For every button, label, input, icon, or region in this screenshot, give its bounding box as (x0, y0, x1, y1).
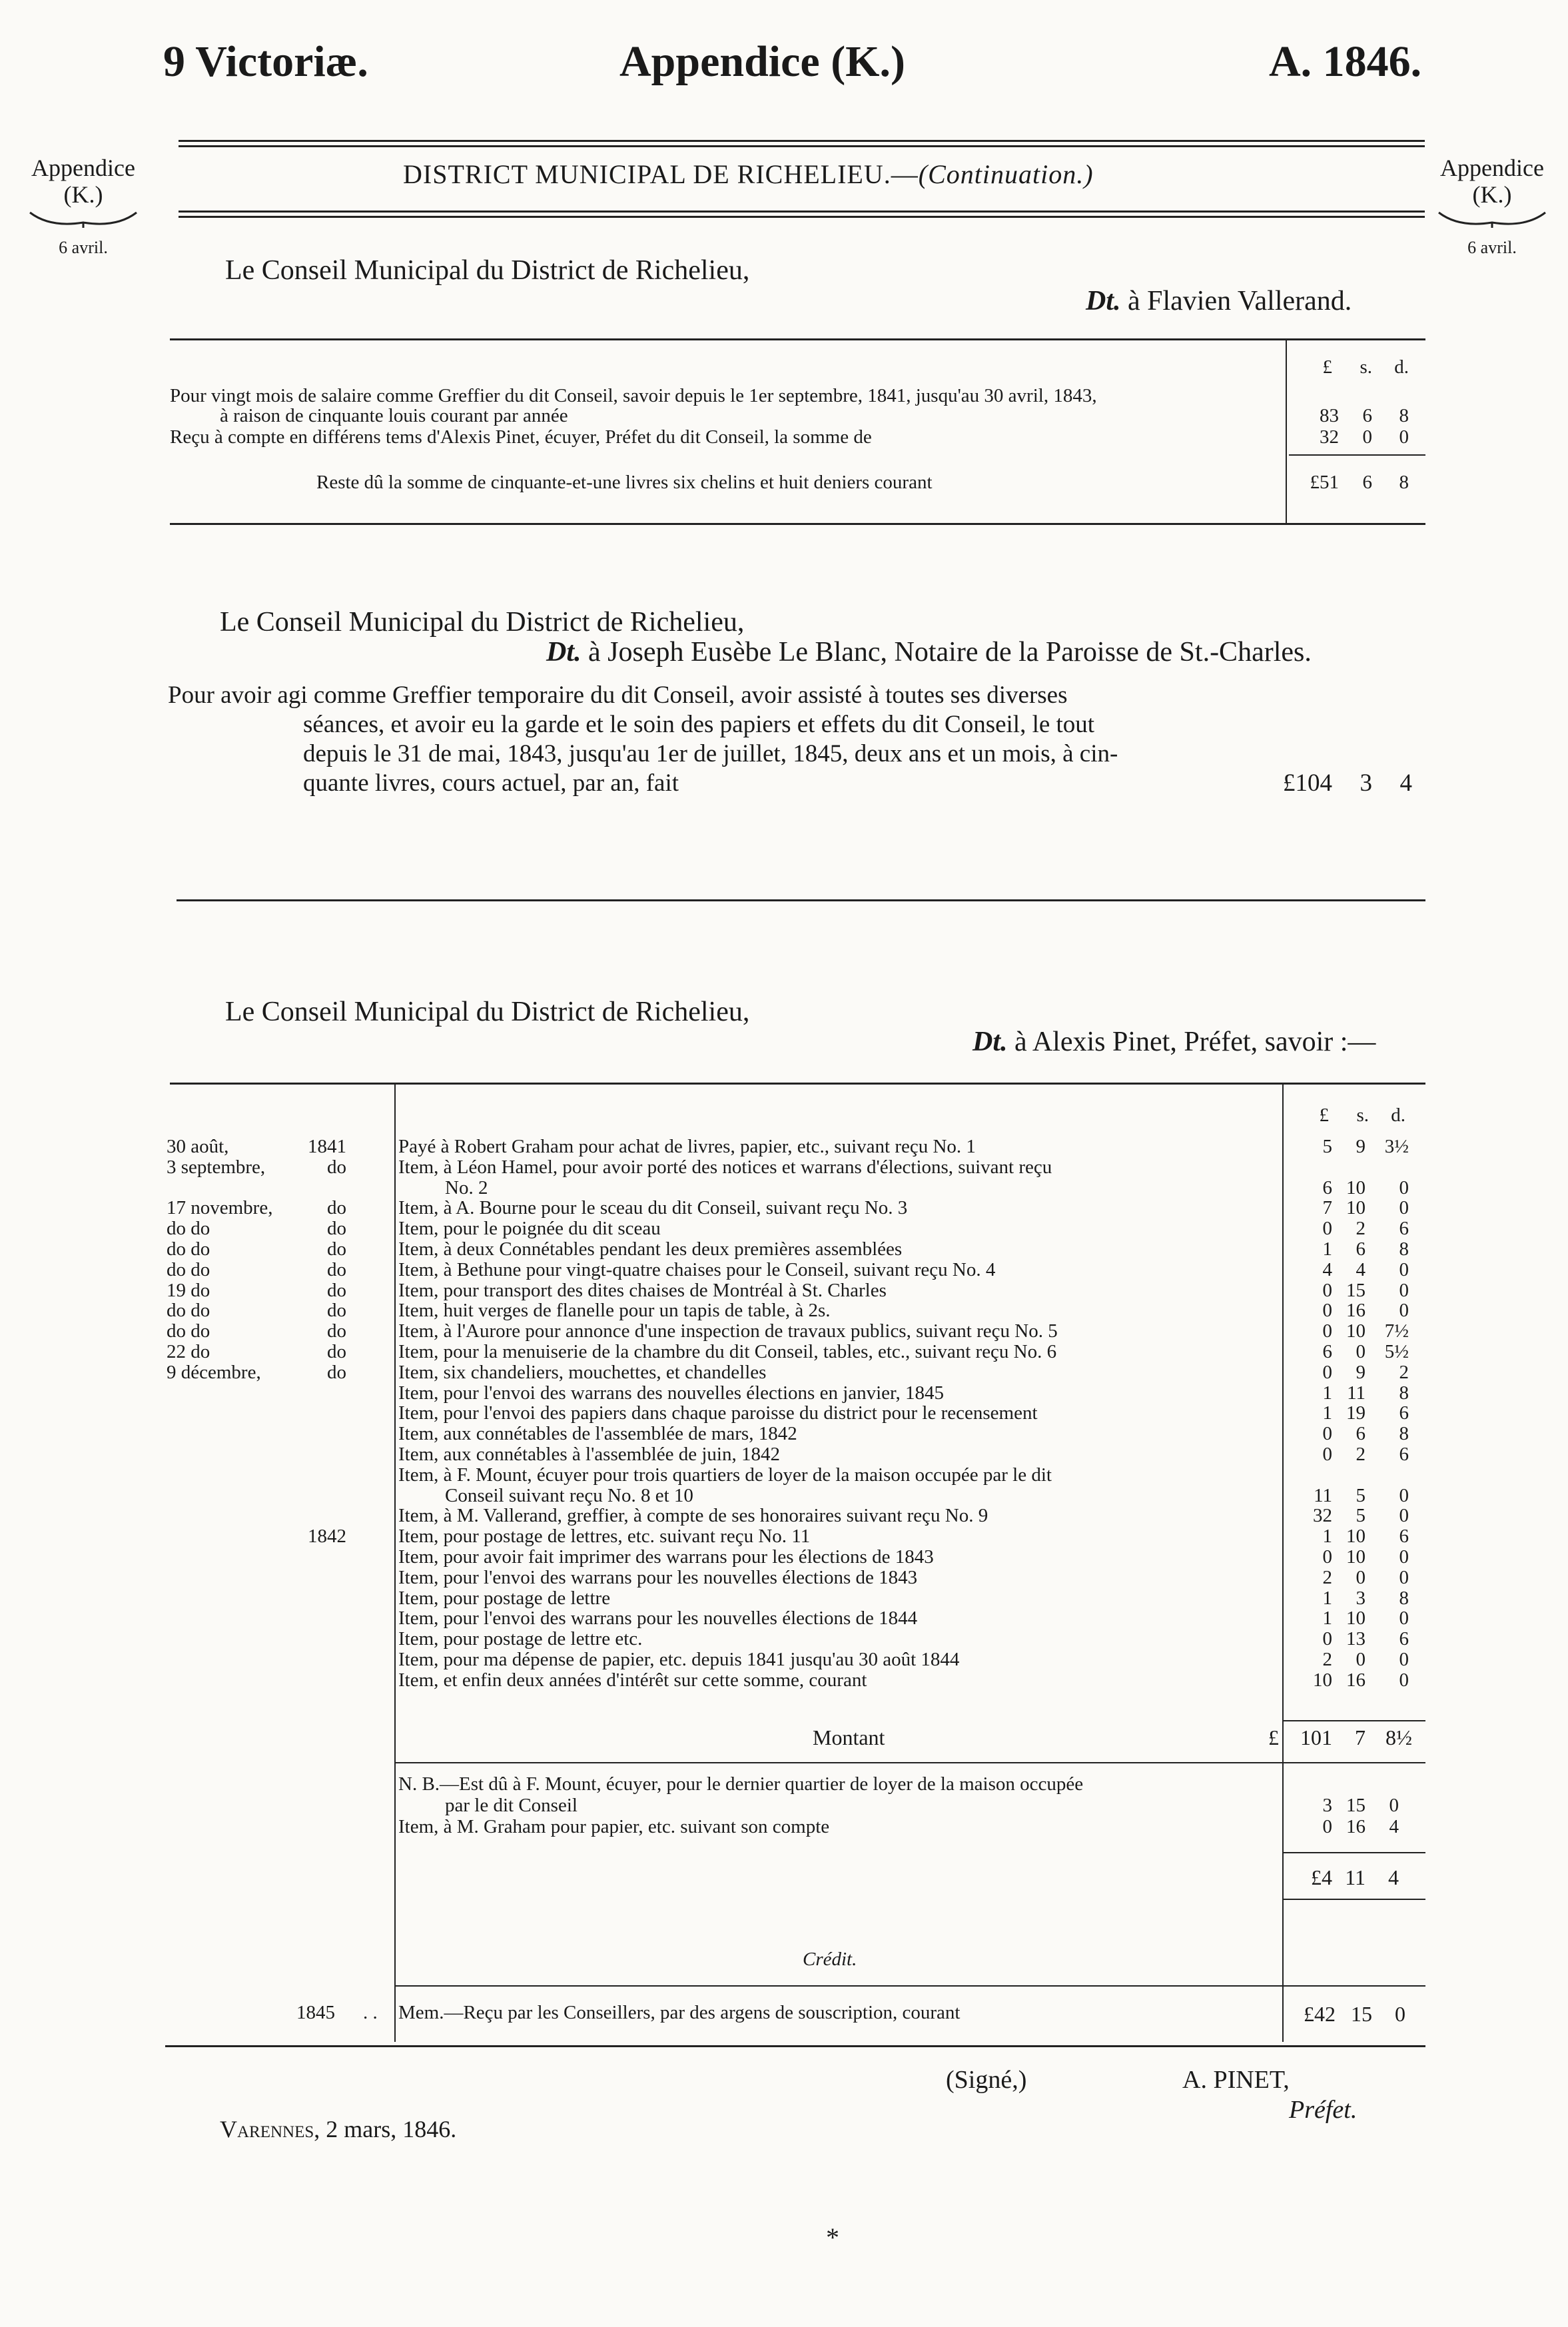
row-year: do (327, 1280, 346, 1301)
row-shillings: 5 (1356, 1505, 1366, 1526)
row-shillings: 9 (1356, 1136, 1366, 1157)
side-note-left: Appendice (K.) 6 avril. (23, 155, 143, 261)
row-shillings: 2 (1356, 1444, 1366, 1465)
header-center: Appendice (K.) (619, 37, 905, 86)
row-pence: 2 (1399, 1362, 1409, 1383)
row-shillings: 13 (1346, 1628, 1366, 1649)
row-text: Item, pour l'envoi des warrans pour les nouvelles élections de 1844 (398, 1608, 918, 1629)
row-shillings: 6 (1356, 1423, 1366, 1444)
row-pounds: 1 (1322, 1402, 1332, 1424)
row-pounds: 0 (1322, 1628, 1332, 1649)
title-rule-bottom-1 (179, 211, 1425, 213)
row-pounds: 32 (1313, 1505, 1332, 1526)
row-date: 3 septembre, (167, 1157, 266, 1178)
row-pence: 0 (1399, 1567, 1409, 1588)
place-date: Varennes, 2 mars, 1846. (220, 2116, 457, 2142)
row-shillings: 2 (1356, 1218, 1366, 1239)
title-rule-top-1 (179, 140, 1425, 142)
row-text: Item, à Bethune pour vingt-quatre chaises pour le Conseil, suivant reçu No. 4 (398, 1259, 996, 1280)
graham-line: Item, à M. Graham pour papier, etc. suivant son compte (398, 1816, 830, 1837)
row-date: do do (167, 1238, 210, 1260)
row-pounds: 6 (1322, 1341, 1332, 1362)
row-text: Item, pour postage de lettre (398, 1588, 611, 1609)
account1-title: Le Conseil Municipal du District de Richelieu, (225, 255, 750, 286)
row-year: do (327, 1259, 346, 1280)
account3-rule-top (170, 1083, 1425, 1085)
mem-line: Mem.—Reçu par les Conseillers, par des argens de souscription, courant (398, 2002, 961, 2023)
row-pounds: 0 (1322, 1362, 1332, 1383)
account3-amount-rule (1282, 1083, 1284, 2042)
row-text: Item, à F. Mount, écuyer pour trois quartiers de loyer de la maison occupée par le dit (398, 1464, 1052, 1486)
account1-rule-bottom (170, 523, 1425, 525)
row-text: Item, pour l'envoi des warrans pour les nouvelles élections de 1843 (398, 1567, 918, 1588)
account1-reste: Reste dû la somme de cinquante-et-une livres six chelins et huit deniers courant (316, 472, 933, 493)
row-date: 9 décembre, (167, 1362, 261, 1383)
account3-rule-bottom (165, 2045, 1425, 2047)
row-year: do (327, 1218, 346, 1239)
account1-debtor: Dt. à Flavien Vallerand. (1086, 286, 1352, 316)
signature-signe: (Signé,) (946, 2066, 1027, 2094)
row-shillings: 0 (1356, 1341, 1366, 1362)
row-shillings: 11 (1347, 1382, 1366, 1404)
brace-right-icon (1432, 209, 1552, 229)
row-pounds: 10 (1313, 1669, 1332, 1691)
row-pence: 8 (1399, 1382, 1409, 1404)
header-left: 9 Victoriæ. (163, 37, 368, 86)
row-date: 30 août, (167, 1136, 229, 1157)
row-pence: 0 (1399, 1300, 1409, 1321)
row-text: Item, à A. Bourne pour le sceau du dit Conseil, suivant reçu No. 3 (398, 1197, 908, 1218)
side-note-right: Appendice (K.) 6 avril. (1432, 155, 1552, 261)
row-date: do do (167, 1300, 210, 1321)
row-pence: 7½ (1384, 1320, 1409, 1342)
row-text: Item, pour ma dépense de papier, etc. depuis 1841 jusqu'au 30 août 1844 (398, 1649, 960, 1670)
montant-label: Montant (813, 1725, 885, 1749)
row-date: do do (167, 1218, 210, 1239)
account1-sum-rule (1289, 454, 1425, 456)
row-text: Item, pour transport des dites chaises de Montréal à St. Charles (398, 1280, 887, 1301)
row-text: Item, à M. Vallerand, greffier, à compte de ses honoraires suivant reçu No. 9 (398, 1505, 988, 1526)
row-pounds: 0 (1322, 1444, 1332, 1465)
row-shillings: 16 (1346, 1669, 1366, 1691)
row-text: Item, pour postage de lettre etc. (398, 1628, 643, 1649)
row-text: Item, pour la menuiserie de la chambre du dit Conseil, tables, etc., suivant reçu No. 6 (398, 1341, 1057, 1362)
row-pounds: 2 (1322, 1567, 1332, 1588)
row-pounds: 1 (1322, 1588, 1332, 1609)
row-text: Item, pour l'envoi des warrans des nouvelles élections en janvier, 1845 (398, 1382, 945, 1404)
section-title: DISTRICT MUNICIPAL DE RICHELIEU.—(Continuation.) (403, 159, 1094, 189)
row-shillings: 10 (1346, 1526, 1366, 1547)
account2-text-4: quante livres, cours actuel, par an, fait (303, 769, 679, 797)
row-pounds: 0 (1322, 1218, 1332, 1239)
row-shillings: 3 (1356, 1588, 1366, 1609)
row-shillings: 4 (1356, 1259, 1366, 1280)
account1-rule-top (170, 338, 1425, 340)
title-rule-top-2 (179, 145, 1425, 147)
row-text: Item, huit verges de flanelle pour un tapis de table, à 2s. (398, 1300, 831, 1321)
row-pounds: 1 (1322, 1608, 1332, 1629)
row-pence: 6 (1399, 1628, 1409, 1649)
account3-debtor: Dt. à Alexis Pinet, Préfet, savoir :— (973, 1027, 1376, 1057)
row-pounds: 0 (1322, 1300, 1332, 1321)
row-date: 19 do (167, 1280, 210, 1301)
row-pence: 0 (1399, 1649, 1409, 1670)
row-shillings: 0 (1356, 1649, 1366, 1670)
row-shillings: 19 (1346, 1402, 1366, 1424)
account2-text-1: Pour avoir agi comme Greffier temporaire du dit Conseil, avoir assisté à toutes ses diverses (168, 682, 1068, 709)
brace-left-icon (23, 209, 143, 229)
row-pounds: 5 (1322, 1136, 1332, 1157)
row-shillings: 6 (1356, 1238, 1366, 1260)
row-pence: 6 (1399, 1402, 1409, 1424)
row-pounds: 1 (1322, 1526, 1332, 1547)
row-year: 1842 (308, 1526, 346, 1547)
row-pounds: 0 (1322, 1280, 1332, 1301)
row-year: do (327, 1341, 346, 1362)
row-pence: 3½ (1384, 1136, 1409, 1157)
row-pounds: 1 (1322, 1382, 1332, 1404)
account2-title: Le Conseil Municipal du District de Richelieu, (220, 607, 745, 638)
row-text: Item, et enfin deux années d'intérêt sur cette somme, courant (398, 1669, 867, 1691)
row-shillings: 10 (1346, 1320, 1366, 1342)
row-pence: 0 (1399, 1259, 1409, 1280)
row-pence: 5½ (1384, 1341, 1409, 1362)
row-text: No. 2 (445, 1177, 488, 1198)
row-pence: 6 (1399, 1526, 1409, 1547)
row-pence: 8 (1399, 1588, 1409, 1609)
account2-debtor: Dt. à Joseph Eusèbe Le Blanc, Notaire de la Paroisse de St.-Charles. (546, 637, 1312, 668)
row-pounds: 0 (1322, 1423, 1332, 1444)
row-pence: 0 (1399, 1177, 1409, 1198)
row-text: Item, pour le poignée du dit sceau (398, 1218, 661, 1239)
row-text: Item, à deux Connétables pendant les deux premières assemblées (398, 1238, 903, 1260)
nb-line2: par le dit Conseil (445, 1795, 578, 1816)
row-date: do do (167, 1259, 210, 1280)
signature-name: A. PINET, (1182, 2066, 1290, 2094)
account3-title: Le Conseil Municipal du District de Richelieu, (225, 997, 750, 1027)
row-pounds: 11 (1314, 1485, 1332, 1506)
row-text: Item, pour postage de lettres, etc. suivant reçu No. 11 (398, 1526, 811, 1547)
row-shillings: 0 (1356, 1567, 1366, 1588)
row-year: do (327, 1157, 346, 1178)
row-year: do (327, 1300, 346, 1321)
row-shillings: 16 (1346, 1300, 1366, 1321)
row-shillings: 10 (1346, 1608, 1366, 1629)
row-year: 1841 (308, 1136, 346, 1157)
row-shillings: 15 (1346, 1280, 1366, 1301)
row-pounds: 1 (1322, 1238, 1332, 1260)
row-pounds: 7 (1322, 1197, 1332, 1218)
row-pence: 0 (1399, 1669, 1409, 1691)
row-pence: 0 (1399, 1505, 1409, 1526)
row-year: do (327, 1197, 346, 1218)
credit-label: Crédit. (803, 1949, 857, 1970)
row-shillings: 10 (1346, 1546, 1366, 1568)
footer-mark: * (826, 2222, 839, 2252)
row-shillings: 9 (1356, 1362, 1366, 1383)
mem-year: 1845 (296, 2002, 335, 2023)
title-rule-bottom-2 (179, 216, 1425, 218)
row-pence: 0 (1399, 1546, 1409, 1568)
row-pounds: 6 (1322, 1177, 1332, 1198)
row-pence: 0 (1399, 1485, 1409, 1506)
row-text: Conseil suivant reçu No. 8 et 10 (445, 1485, 693, 1506)
row-year: do (327, 1362, 346, 1383)
row-pence: 0 (1399, 1608, 1409, 1629)
row-text: Item, à Léon Hamel, pour avoir porté des notices et warrans d'élections, suivant reçu (398, 1157, 1052, 1178)
row-text: Payé à Robert Graham pour achat de livres, papier, etc., suivant reçu No. 1 (398, 1136, 976, 1157)
row-text: Item, aux connétables de l'assemblée de mars, 1842 (398, 1423, 797, 1444)
row-pence: 8 (1399, 1238, 1409, 1260)
row-pence: 0 (1399, 1197, 1409, 1218)
row-date: 22 do (167, 1341, 210, 1362)
header-right: A. 1846. (1269, 37, 1422, 86)
row-pence: 6 (1399, 1218, 1409, 1239)
row-text: Item, pour avoir fait imprimer des warrans pour les élections de 1843 (398, 1546, 934, 1568)
row-text: Item, à l'Aurore pour annonce d'une inspection de travaux publics, suivant reçu No. 5 (398, 1320, 1058, 1342)
row-text: Item, aux connétables à l'assemblée de juin, 1842 (398, 1444, 780, 1465)
account3-date-rule (394, 1083, 396, 2042)
row-pence: 0 (1399, 1280, 1409, 1301)
account2-text-3: depuis le 31 de mai, 1843, jusqu'au 1er de juillet, 1845, deux ans et un mois, à cin- (303, 740, 1118, 767)
row-text: Item, pour l'envoi des papiers dans chaque paroisse du district pour le recensement (398, 1402, 1038, 1424)
account1-line2: à raison de cinquante louis courant par année (220, 405, 568, 426)
row-shillings: 10 (1346, 1197, 1366, 1218)
row-pounds: 0 (1322, 1320, 1332, 1342)
account1-line3: Reçu à compte en différens tems d'Alexis Pinet, écuyer, Préfet du dit Conseil, la somme de (170, 426, 872, 448)
account2-rule (177, 899, 1425, 901)
row-year: do (327, 1238, 346, 1260)
row-pence: 6 (1399, 1444, 1409, 1465)
row-pence: 8 (1399, 1423, 1409, 1444)
row-pounds: 0 (1322, 1546, 1332, 1568)
account2-text-2: séances, et avoir eu la garde et le soin des papiers et effets du dit Conseil, le tout (303, 711, 1095, 738)
row-date: do do (167, 1320, 210, 1342)
account1-line1: Pour vingt mois de salaire comme Greffier du dit Conseil, savoir depuis le 1er septembre, 1841, jusqu'au 30 avril, 1843, (170, 385, 1097, 406)
row-pounds: 4 (1322, 1259, 1332, 1280)
row-shillings: 10 (1346, 1177, 1366, 1198)
row-year: do (327, 1320, 346, 1342)
row-shillings: 5 (1356, 1485, 1366, 1506)
signature-title: Préfet. (1289, 2096, 1358, 2124)
nb-line1: N. B.—Est dû à F. Mount, écuyer, pour le dernier quartier de loyer de la maison occupée (398, 1773, 1084, 1795)
row-date: 17 novembre, (167, 1197, 273, 1218)
account1-col-rule (1286, 338, 1287, 525)
row-pounds: 2 (1322, 1649, 1332, 1670)
row-text: Item, six chandeliers, mouchettes, et chandelles (398, 1362, 767, 1383)
